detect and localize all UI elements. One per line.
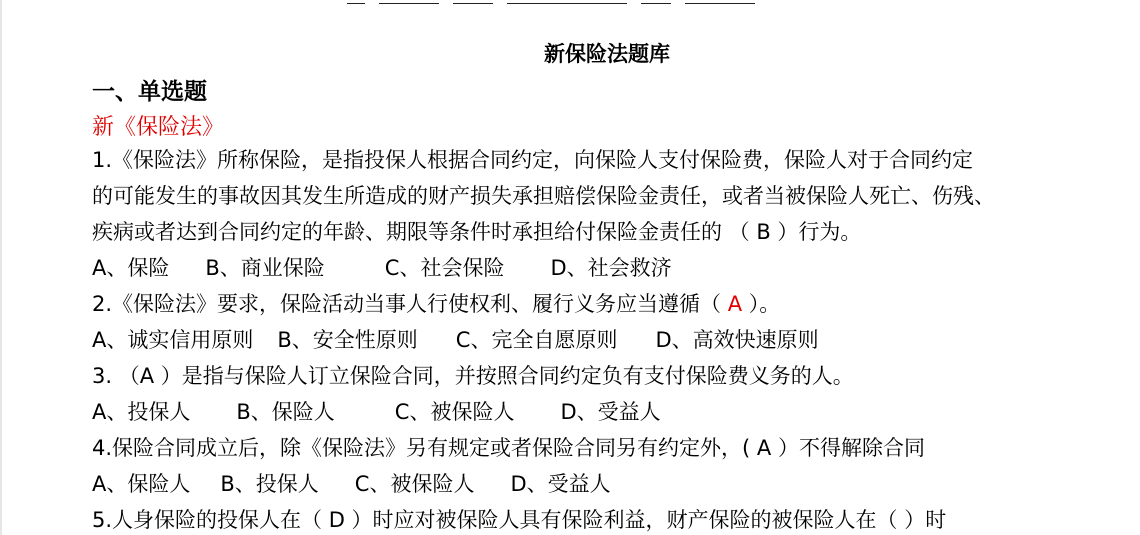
question-2-text-after: ）。 bbox=[742, 292, 781, 316]
question-4-options bbox=[92, 470, 611, 498]
question-1-options bbox=[92, 254, 672, 282]
option: A、投保人 bbox=[92, 400, 191, 424]
option: C、被保险人 bbox=[394, 400, 515, 424]
option: C、被保险人 bbox=[354, 472, 475, 496]
question-1-line-1: 1.《保险法》所称保险，是指投保人根据合同约定，向保险人支付保险费，保险人对于合同约定 bbox=[92, 148, 974, 172]
question-1-line-3: 疾病或者达到合同约定的年龄、期限等条件时承担给付保险金责任的 （ B ）行为。 bbox=[92, 220, 862, 244]
document-title: 新保险法题库 bbox=[544, 42, 670, 66]
question-2-stem bbox=[92, 290, 780, 318]
question-2-options bbox=[92, 326, 819, 354]
option: C、完全自愿原则 bbox=[455, 328, 618, 352]
section-heading: 一、单选题 bbox=[92, 79, 207, 105]
cut-off-header-line bbox=[347, 0, 947, 4]
option: A、诚实信用原则 bbox=[92, 328, 254, 352]
question-2-text-before: 2.《保险法》要求，保险活动当事人行使权利、履行义务应当遵循（ bbox=[92, 292, 728, 316]
question-3-stem: 3. （A ）是指与保险人订立保险合同，并按照合同约定负有支付保险费义务的人。 bbox=[92, 364, 854, 388]
option: D、受益人 bbox=[560, 400, 661, 424]
option: A、保险人 bbox=[92, 472, 191, 496]
subsection-heading: 新《保险法》 bbox=[92, 115, 225, 140]
option: D、社会救济 bbox=[550, 256, 672, 280]
question-1-line-2: 的可能发生的事故因其发生所造成的财产损失承担赔偿保险金责任，或者当被保险人死亡、伤残、 bbox=[92, 184, 995, 208]
option: D、受益人 bbox=[510, 472, 611, 496]
option: C、社会保险 bbox=[384, 256, 505, 280]
option: D、高效快速原则 bbox=[655, 328, 819, 352]
question-4-stem: 4.保险合同成立后，除《保险法》另有规定或者保险合同另有约定外，( A ）不得解除合同 bbox=[92, 436, 925, 460]
option: B、商业保险 bbox=[205, 256, 325, 280]
option: B、保险人 bbox=[236, 400, 335, 424]
question-2-answer: A bbox=[727, 292, 743, 316]
question-3-options bbox=[92, 398, 661, 426]
question-5-stem: 5.人身保险的投保人在（ D ）时应对被保险人具有保险利益，财产保险的被保险人在（ ）时 bbox=[92, 508, 947, 532]
page-edge bbox=[0, 0, 2, 535]
option: B、安全性原则 bbox=[277, 328, 418, 352]
option: A、保险 bbox=[92, 256, 170, 280]
option: B、投保人 bbox=[220, 472, 319, 496]
